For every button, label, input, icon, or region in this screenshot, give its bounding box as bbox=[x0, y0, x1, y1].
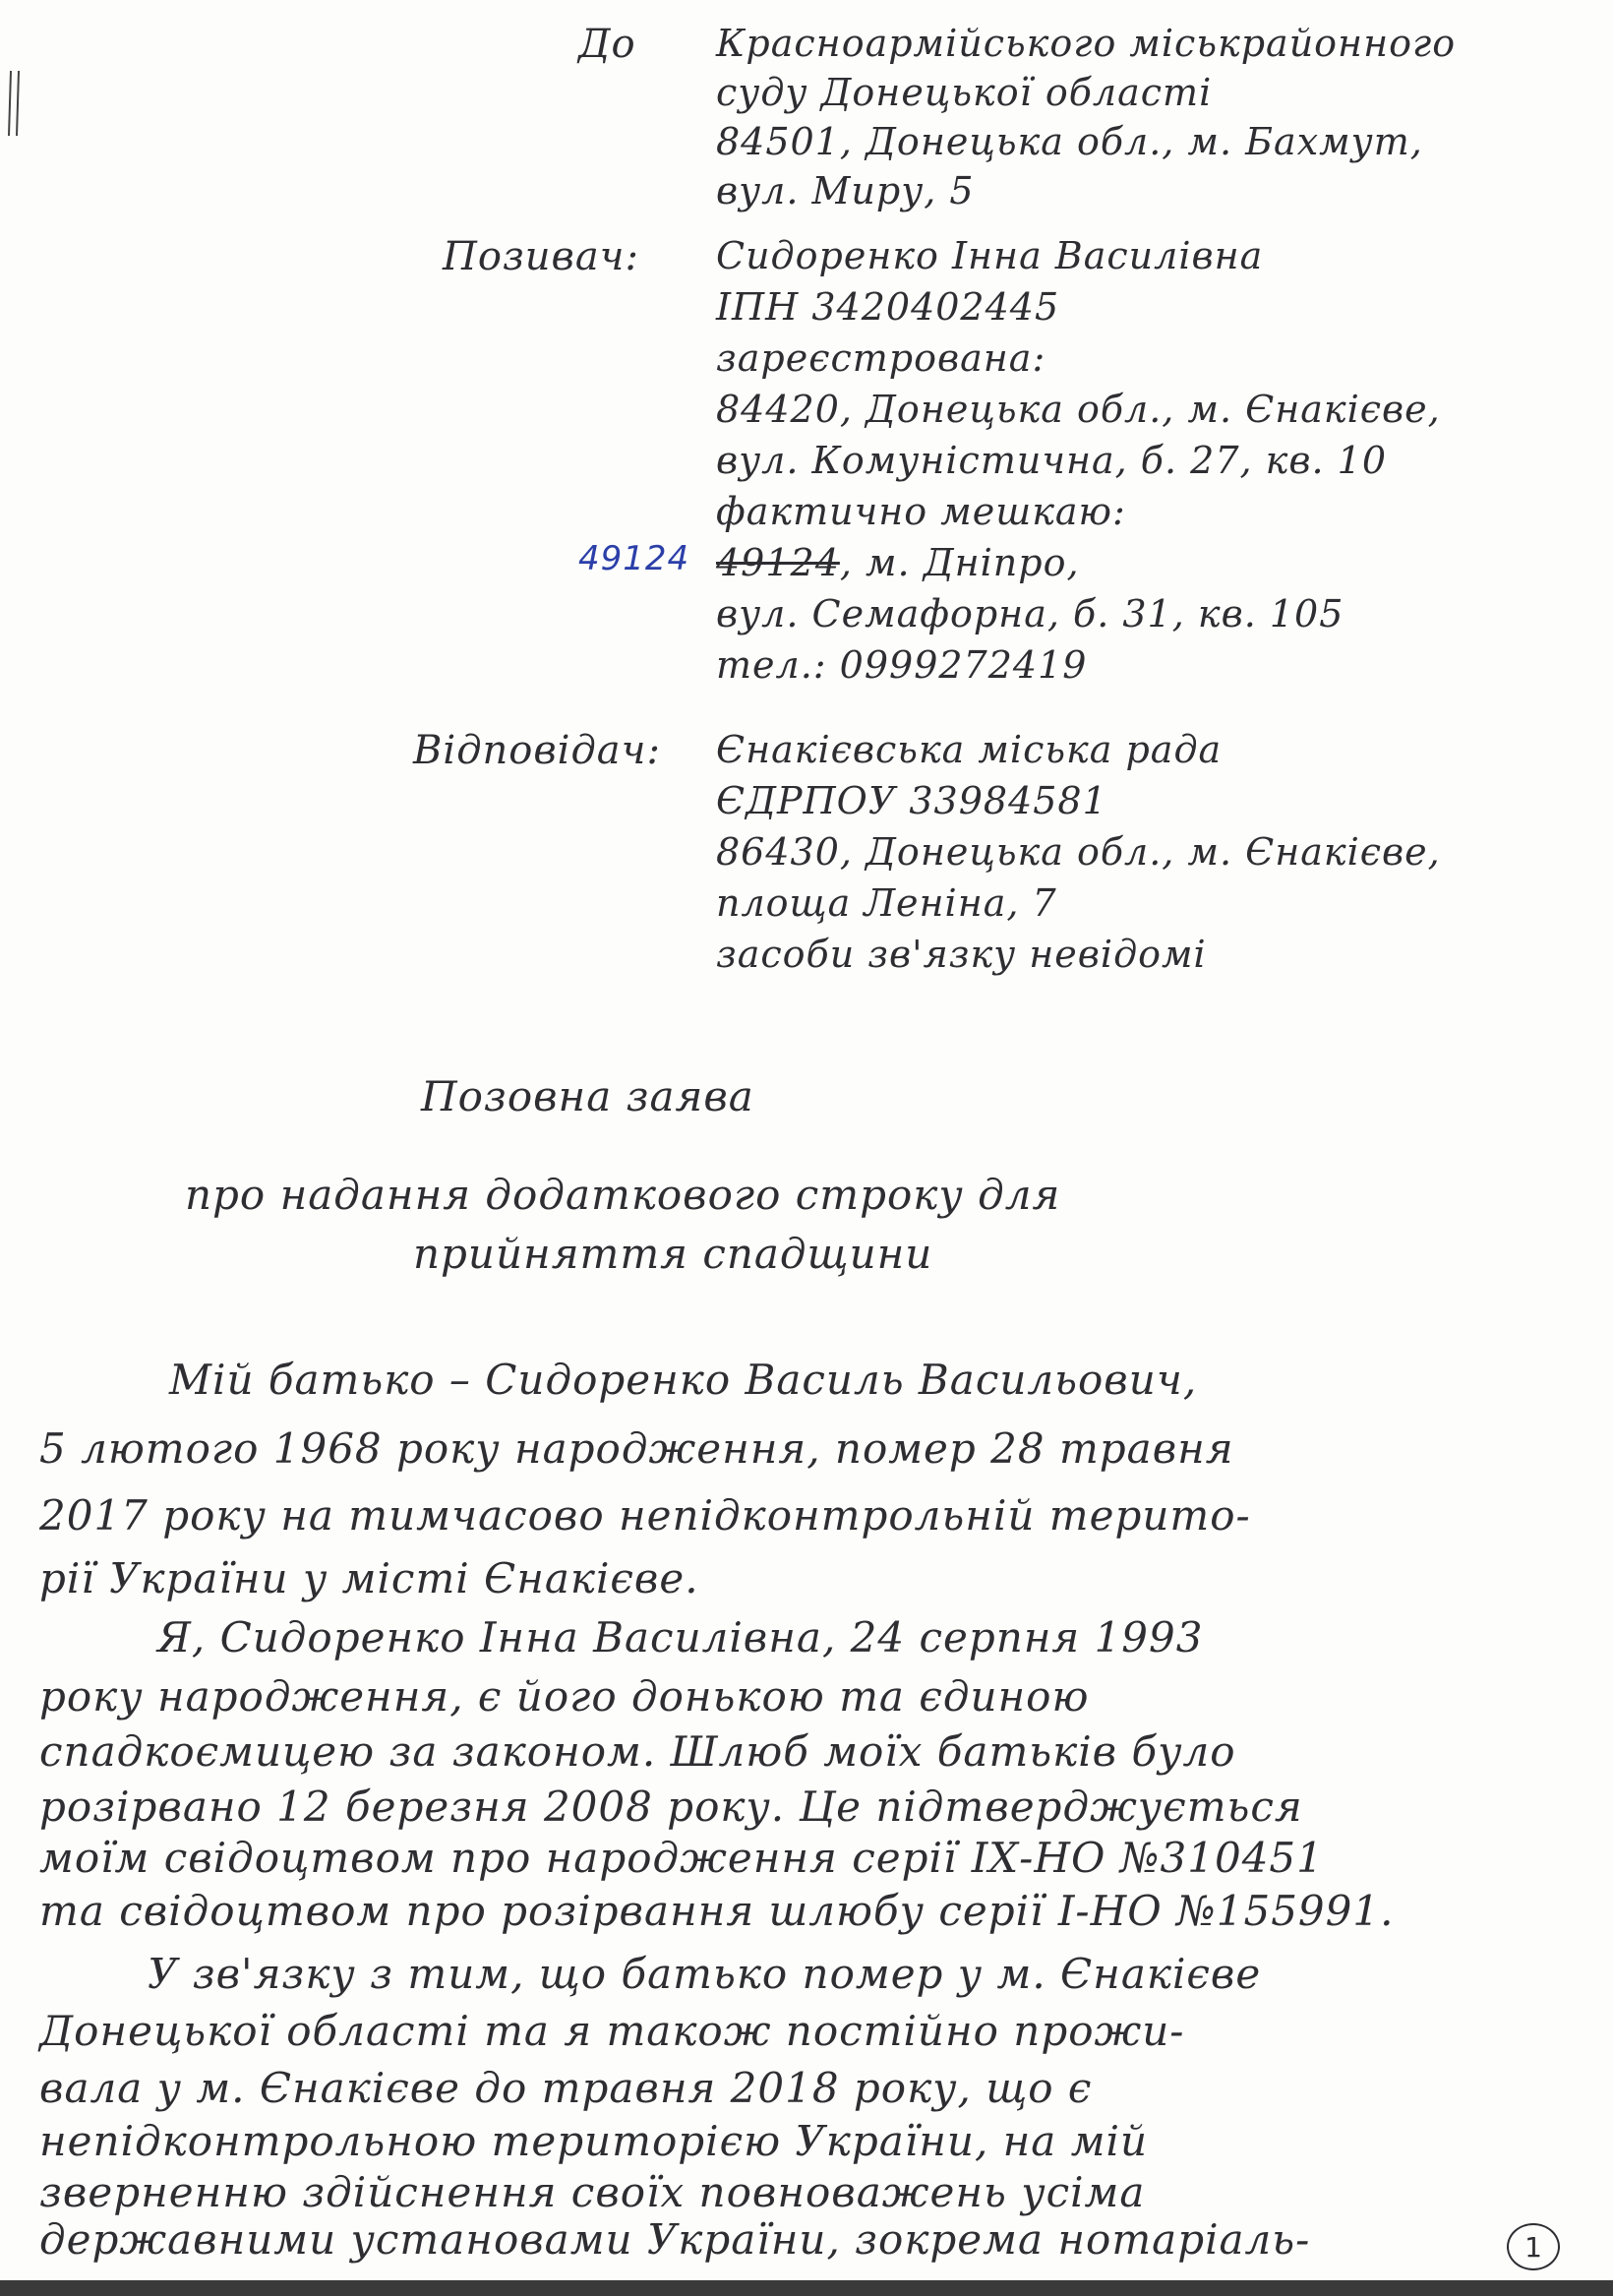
court-line-3: 84501, Донецька обл., м. Бахмут, bbox=[716, 120, 1423, 163]
body-line-2: 5 лютого 1968 року народження, помер 28 травня bbox=[39, 1424, 1234, 1473]
plaintiff-phone: тел.: 0999272419 bbox=[716, 643, 1088, 687]
body-line-15: зверненню здійснення своїх повноважень усіма bbox=[39, 2168, 1146, 2216]
body-line-9: моїм свідоцтвом про народження серії ІХ-НО №310451 bbox=[39, 1834, 1324, 1882]
plaintiff-name: Сидоренко Інна Василівна bbox=[716, 234, 1264, 277]
defendant-label: Відповідач: bbox=[413, 728, 662, 773]
body-line-5: Я, Сидоренко Інна Василівна, 24 серпня 1993 bbox=[157, 1613, 1204, 1662]
plaintiff-registered-street: вул. Комуністична, б. 27, кв. 10 bbox=[716, 439, 1387, 482]
defendant-contacts: засоби зв'язку невідомі bbox=[716, 933, 1207, 976]
body-line-8: розірвано 12 березня 2008 року. Це підтверджується bbox=[39, 1782, 1303, 1831]
struck-postcode: 49124 bbox=[716, 541, 840, 584]
body-line-10: та свідоцтвом про розірвання шлюбу серії І-НО №155991. bbox=[39, 1887, 1395, 1935]
corrected-postcode: 49124 bbox=[578, 539, 690, 578]
body-line-6: року народження, є його донькою та єдиною bbox=[39, 1672, 1090, 1721]
document-subtitle-2: прийняття спадщини bbox=[413, 1230, 933, 1278]
body-line-3: 2017 року на тимчасово непідконтрольній терито- bbox=[39, 1491, 1251, 1540]
defendant-address-1: 86430, Донецька обл., м. Єнакієве, bbox=[716, 830, 1441, 874]
body-line-12: Донецької області та я також постійно прожи- bbox=[39, 2007, 1185, 2055]
body-line-16: державними установами України, зокрема нотаріаль- bbox=[39, 2215, 1311, 2264]
body-line-14: непідконтрольною територією України, на мій bbox=[39, 2117, 1149, 2165]
scan-bottom-edge bbox=[0, 2280, 1613, 2296]
body-line-11: У зв'язку з тим, що батько помер у м. Єнакієве bbox=[148, 1950, 1262, 1998]
court-line-4: вул. Миру, 5 bbox=[716, 169, 975, 212]
plaintiff-actual-city-line bbox=[716, 541, 1080, 584]
plaintiff-label: Позивач: bbox=[443, 234, 640, 279]
margin-mark bbox=[6, 69, 24, 138]
page-number: 1 bbox=[1507, 2223, 1560, 2270]
document-subtitle-1: про надання додаткового строку для bbox=[185, 1171, 1061, 1219]
body-line-4: рії України у місті Єнакієве. bbox=[39, 1554, 699, 1602]
plaintiff-registered-city: 84420, Донецька обл., м. Єнакієве, bbox=[716, 388, 1441, 431]
court-line-1: Красноармійського міськрайонного bbox=[716, 22, 1457, 65]
plaintiff-tax-id: ІПН 3420402445 bbox=[716, 285, 1060, 329]
body-line-13: вала у м. Єнакієве до травня 2018 року, що є bbox=[39, 2064, 1093, 2112]
plaintiff-registered-label: зареєстрована: bbox=[716, 336, 1046, 380]
plaintiff-actual-city: , м. Дніпро, bbox=[839, 541, 1080, 584]
document-title: Позовна заява bbox=[421, 1072, 754, 1120]
body-line-7: спадкоємицею за законом. Шлюб моїх батьків було bbox=[39, 1727, 1236, 1776]
defendant-address-2: площа Леніна, 7 bbox=[716, 881, 1057, 925]
body-line-1: Мій батько – Сидоренко Василь Васильович, bbox=[169, 1356, 1198, 1404]
plaintiff-actual-street: вул. Семафорна, б. 31, кв. 105 bbox=[716, 592, 1344, 635]
defendant-edrpou: ЄДРПОУ 33984581 bbox=[716, 779, 1107, 822]
to-label: До bbox=[578, 22, 636, 67]
defendant-name: Єнакієвська міська рада bbox=[716, 728, 1223, 771]
plaintiff-actual-label: фактично мешкаю: bbox=[716, 490, 1126, 533]
court-line-2: суду Донецької області bbox=[716, 71, 1213, 114]
